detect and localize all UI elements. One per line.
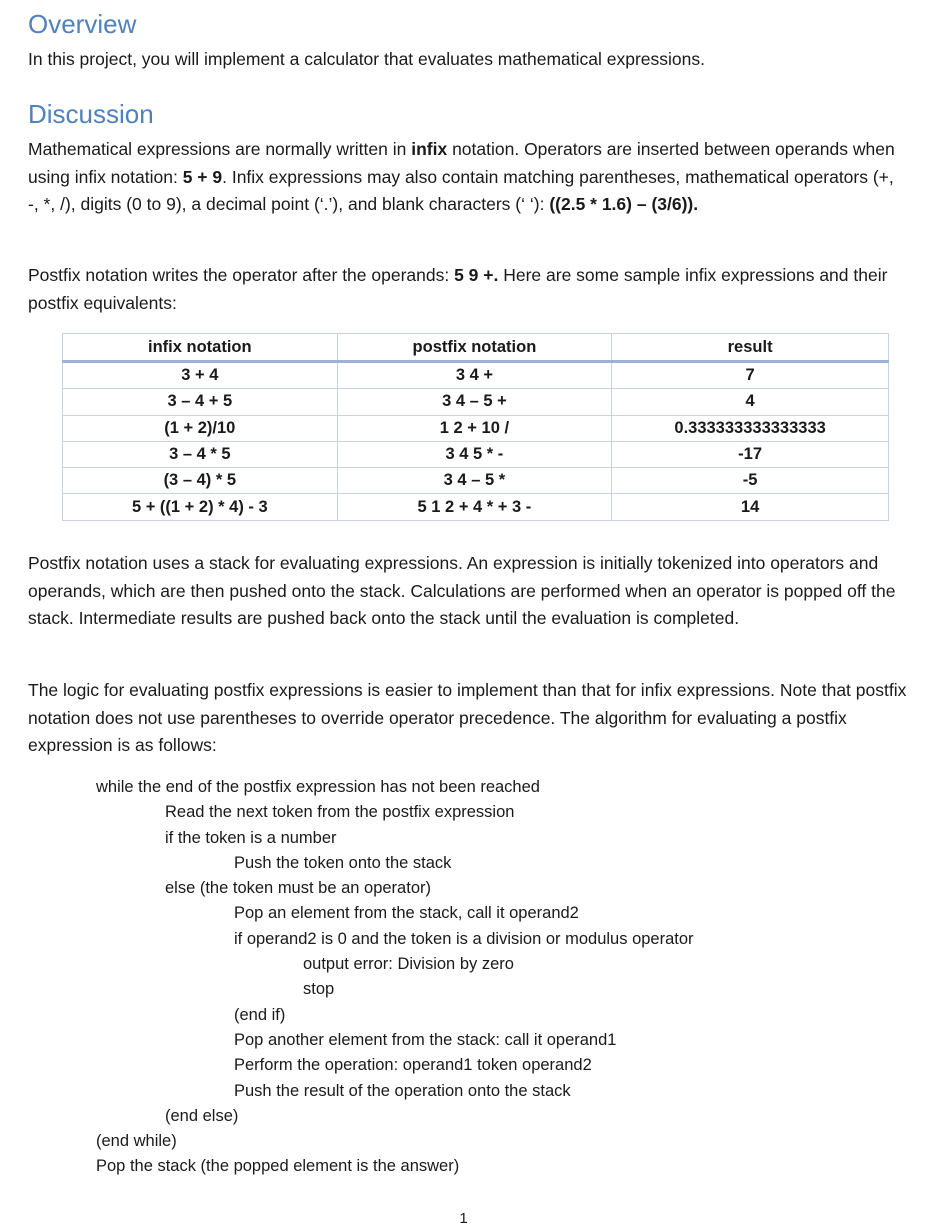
infix-cell: 5 + ((1 + 2) * 4) - 3 — [63, 494, 338, 520]
header-result: result — [612, 334, 889, 362]
algorithm-line: else (the token must be an operator) — [165, 879, 431, 898]
algorithm-line: stop — [303, 980, 335, 999]
postfix-cell: 5 1 2 + 4 * + 3 - — [337, 494, 612, 520]
algorithm-line: Pop another element from the stack: call it operand1 — [234, 1030, 617, 1049]
algorithm-line: if the token is a number — [165, 828, 337, 847]
bold-run: infix — [411, 139, 448, 159]
bold-run: ((2.5 * 1.6) – (3/6)). — [549, 194, 699, 214]
result-cell: 7 — [612, 362, 889, 389]
result-cell: 0.333333333333333 — [612, 415, 889, 441]
table-header-row — [63, 334, 889, 362]
discussion-heading: Discussion — [28, 99, 154, 129]
postfix-cell: 3 4 + — [337, 362, 612, 389]
text-run: notation. Operators are inserted between operands when using infix notation: — [28, 139, 895, 187]
postfix-cell: 3 4 5 * - — [337, 441, 612, 467]
algorithm-line: Push the result of the operation onto the stack — [234, 1081, 571, 1100]
postfix-paragraph — [28, 262, 908, 317]
table-row — [63, 441, 889, 467]
stack-paragraph: Postfix notation uses a stack for evaluating expressions. An expression is initially tokenized into operators and operands, which are then pushed onto the stack. Calculations are performed when an operator is popped off the stack. Intermediate results are pushed back onto the stack until the evaluation is completed. — [28, 553, 896, 628]
header-postfix: postfix notation — [337, 334, 612, 362]
result-cell: 4 — [612, 389, 889, 415]
postfix-cell: 3 4 – 5 + — [337, 389, 612, 415]
algorithm-line: if operand2 is 0 and the token is a division or modulus operator — [234, 929, 694, 948]
bold-run: 5 9 +. — [454, 265, 499, 285]
overview-text: In this project, you will implement a calculator that evaluates mathematical expressions. — [28, 49, 705, 69]
result-cell: 14 — [612, 494, 889, 520]
table-row — [63, 362, 889, 389]
algorithm-line: (end if) — [234, 1005, 286, 1024]
algorithm-intro-paragraph: The logic for evaluating postfix expressions is easier to implement than that for infix expressions. Note that postfix notation does not use parentheses to override operator precedence. The algorithm for evaluating a postfix expression is as follows: — [28, 680, 907, 755]
overview-heading: Overview — [28, 9, 137, 39]
algorithm-line: (end else) — [165, 1106, 239, 1125]
table-row — [63, 468, 889, 494]
table-row — [63, 415, 889, 441]
result-cell: -5 — [612, 468, 889, 494]
infix-cell: 3 – 4 + 5 — [63, 389, 338, 415]
postfix-cell: 1 2 + 10 / — [337, 415, 612, 441]
text-run: . Infix expressions may also contain matching parentheses, mathematical operators (+, -, *, /), digits (0 to 9), a decimal point (‘.’), and blank characters (‘ ‘): — [28, 166, 894, 214]
text-run: Postfix notation writes the operator after the operands: — [28, 265, 455, 285]
bold-run: 5 + 9 — [182, 166, 223, 187]
infix-cell: 3 + 4 — [63, 362, 338, 389]
text-run: Here are some sample infix expressions and their postfix equivalents: — [28, 265, 888, 313]
algorithm-line: Read the next token from the postfix expression — [165, 803, 515, 822]
infix-paragraph — [28, 136, 908, 219]
algorithm-line: output error: Division by zero — [303, 955, 514, 974]
infix-cell: (1 + 2)/10 — [63, 415, 338, 441]
algorithm-line: Pop an element from the stack, call it operand2 — [234, 904, 579, 923]
result-cell: -17 — [612, 441, 889, 467]
notation-table — [62, 333, 889, 521]
algorithm-line: Perform the operation: operand1 token operand2 — [234, 1056, 592, 1075]
postfix-cell: 3 4 – 5 * — [337, 468, 612, 494]
algorithm-line: (end while) — [96, 1132, 177, 1151]
table-row — [63, 389, 889, 415]
infix-cell: 3 – 4 * 5 — [63, 441, 338, 467]
algorithm-line: Pop the stack (the popped element is the answer) — [96, 1157, 460, 1176]
table-row — [63, 494, 889, 520]
text-run: Mathematical expressions are normally written in — [28, 139, 412, 159]
algorithm-pseudocode — [96, 775, 694, 1180]
algorithm-line: while the end of the postfix expression has not been reached — [96, 778, 540, 796]
algorithm-line: Push the token onto the stack — [234, 853, 452, 872]
header-infix: infix notation — [63, 334, 338, 362]
infix-cell: (3 – 4) * 5 — [63, 468, 338, 494]
page-number: 1 — [459, 1210, 468, 1227]
